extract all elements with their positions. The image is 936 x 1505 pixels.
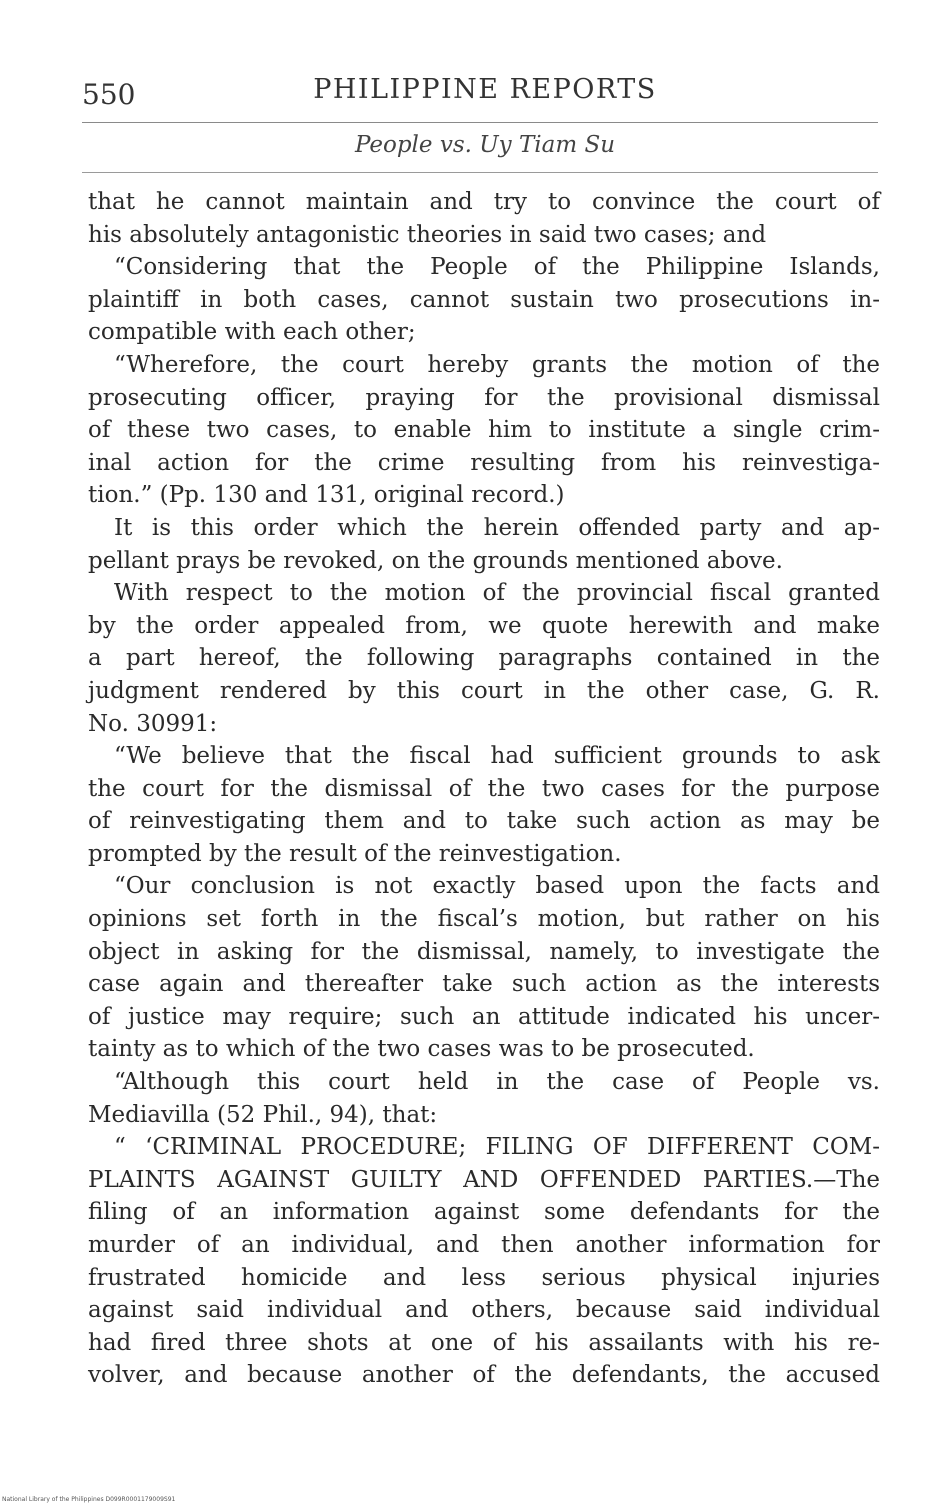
text-line: Mediavilla (52 Phil., 94), that:: [88, 1101, 438, 1128]
text-line: volver, and because another of the defendants, the accused: [88, 1362, 880, 1389]
text-line: “ ‘CRIMINAL PROCEDURE; FILING OF DIFFERENT COM-: [114, 1134, 880, 1161]
text-line: frustrated homicide and less serious physical injuries: [88, 1264, 880, 1291]
case-title-rule: [82, 172, 878, 173]
case-title: People vs. Uy Tiam Su: [354, 132, 616, 158]
text-line: “We believe that the fiscal had sufficient grounds to ask: [114, 743, 880, 770]
text-line: object in asking for the dismissal, namely, to investigate the: [88, 938, 880, 965]
text-line: pellant prays be revoked, on the grounds mentioned above.: [88, 547, 783, 574]
running-title: PHILIPPINE REPORTS: [313, 74, 657, 105]
text-line: case again and thereafter take such action as the interests: [88, 971, 880, 998]
text-line: compatible with each other;: [88, 319, 416, 346]
text-line: prompted by the result of the reinvestigation.: [88, 840, 622, 867]
text-line: opinions set forth in the fiscal’s motion, but rather on his: [88, 906, 880, 933]
text-line: tion.” (Pp. 130 and 131, original record.): [88, 482, 565, 509]
text-line: his absolutely antagonistic theories in said two cases; and: [88, 221, 767, 248]
text-line: plaintiff in both cases, cannot sustain two prosecutions in-: [88, 286, 880, 313]
text-line: of these two cases, to enable him to institute a single crim-: [88, 417, 880, 444]
text-line: of justice may require; such an attitude indicated his uncer-: [88, 1003, 880, 1030]
text-line: prosecuting officer, praying for the provisional dismissal: [88, 384, 880, 411]
text-line: filing of an information against some defendants for the: [88, 1199, 880, 1226]
page-number: 550: [82, 78, 136, 111]
text-line: by the order appealed from, we quote herewith and make: [88, 612, 880, 639]
text-line: With respect to the motion of the provincial fiscal granted: [114, 580, 880, 607]
body-text: [88, 186, 880, 1392]
text-line: “Our conclusion is not exactly based upon the facts and: [114, 873, 880, 900]
text-line: murder of an individual, and then another information for: [88, 1232, 880, 1258]
text-line: PLAINTS AGAINST GUILTY AND OFFENDED PARTIES.—The: [88, 1166, 880, 1193]
text-line: tainty as to which of the two cases was to be prosecuted.: [88, 1036, 755, 1063]
scan-footer: National Library of the Philippines D099R0001179009S91: [2, 1496, 176, 1503]
text-line: a part hereof, the following paragraphs contained in the: [88, 645, 880, 672]
text-line: “Wherefore, the court hereby grants the motion of the: [114, 351, 880, 378]
text-line: “Considering that the People of the Philippine Islands,: [114, 254, 880, 281]
text-line: No. 30991:: [88, 710, 218, 737]
text-line: inal action for the crime resulting from his reinvestiga-: [88, 449, 880, 476]
text-line: of reinvestigating them and to take such action as may be: [88, 808, 880, 835]
text-line: against said individual and others, because said individual: [88, 1297, 880, 1324]
text-line: It is this order which the herein offended party and ap-: [114, 514, 880, 541]
text-line: “Although this court held in the case of People vs.: [114, 1069, 880, 1096]
text-line: that he cannot maintain and try to convince the court of: [88, 189, 880, 215]
header-rule: [82, 122, 878, 123]
text-line: had fired three shots at one of his assailants with his re-: [88, 1329, 880, 1356]
text-line: judgment rendered by this court in the other case, G. R.: [88, 677, 880, 704]
text-line: the court for the dismissal of the two cases for the purpose: [88, 775, 880, 802]
